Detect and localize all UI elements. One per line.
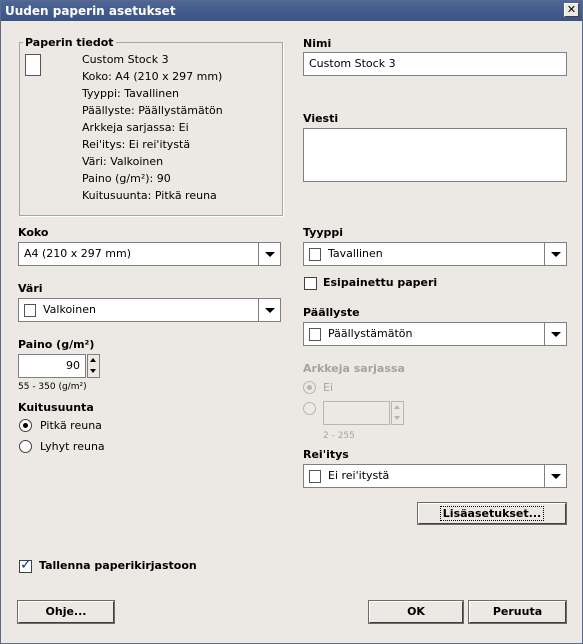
- paper-info-line: Väri: Valkoinen: [82, 155, 164, 168]
- color-dropdown[interactable]: [18, 298, 281, 322]
- sets-label: Arkkeja sarjassa: [303, 362, 405, 375]
- sets-count-input[interactable]: [323, 401, 390, 425]
- color-swatch-icon: [24, 304, 36, 317]
- color-label: Väri: [18, 282, 43, 295]
- punch-value: Ei rei'itystä: [328, 469, 390, 482]
- paper-info-line: Custom Stock 3: [82, 53, 169, 66]
- paper-info-line: Paino (g/m²): 90: [82, 172, 171, 185]
- preprinted-checkbox[interactable]: [304, 277, 317, 290]
- punch-dropdown[interactable]: [303, 464, 567, 488]
- chevron-down-icon[interactable]: [544, 243, 566, 265]
- coating-label: Päällyste: [303, 306, 360, 319]
- spin-up-icon[interactable]: [392, 402, 403, 413]
- paper-info-line: Rei'itys: Ei rei'itystä: [82, 138, 191, 151]
- weight-range: 55 - 350 (g/m²): [18, 382, 87, 392]
- window-title: Uuden paperin asetukset: [5, 4, 176, 18]
- sets-count-radio[interactable]: [303, 402, 316, 415]
- ok-button[interactable]: OK: [369, 601, 463, 623]
- size-label: Koko: [18, 226, 49, 239]
- color-value: Valkoinen: [43, 303, 96, 316]
- title-bar: [1, 1, 582, 21]
- grain-long-radio[interactable]: [19, 419, 32, 432]
- size-dropdown[interactable]: [18, 242, 281, 266]
- chevron-down-icon[interactable]: [258, 299, 280, 321]
- weight-input[interactable]: 90: [18, 354, 86, 378]
- punch-label: Rei'itys: [303, 448, 349, 461]
- coating-swatch-icon: [309, 328, 321, 341]
- paper-info-line: Kuitusuunta: Pitkä reuna: [82, 189, 217, 202]
- paper-info-line: Arkkeja sarjassa: Ei: [82, 121, 189, 134]
- name-input[interactable]: Custom Stock 3: [303, 52, 567, 76]
- checkmark-icon: ✓: [20, 557, 32, 573]
- sets-range: 2 - 255: [323, 431, 355, 441]
- save-library-checkbox[interactable]: [19, 557, 32, 573]
- type-value: Tavallinen: [328, 247, 383, 260]
- spin-down-icon[interactable]: [88, 366, 99, 377]
- paper-info-line: Tyyppi: Tavallinen: [82, 87, 180, 100]
- sets-spinner[interactable]: [391, 401, 404, 425]
- spin-up-icon[interactable]: [88, 355, 99, 366]
- grain-short-radio[interactable]: [19, 440, 32, 453]
- grain-short-label: Lyhyt reuna: [40, 440, 105, 453]
- help-button[interactable]: Ohje...: [18, 601, 114, 623]
- advanced-settings-label: Lisäasetukset...: [440, 506, 544, 521]
- type-label: Tyyppi: [303, 226, 344, 239]
- coating-dropdown[interactable]: [303, 322, 567, 346]
- coating-value: Päällystämätön: [328, 327, 413, 340]
- grain-long-label: Pitkä reuna: [40, 419, 102, 432]
- paper-document-icon: [25, 54, 41, 76]
- chevron-down-icon[interactable]: [544, 465, 566, 487]
- close-icon: ✕: [566, 3, 577, 16]
- paper-info-title: Paperin tiedot: [25, 36, 114, 49]
- spin-down-icon[interactable]: [392, 413, 403, 424]
- message-textarea[interactable]: [303, 128, 567, 182]
- save-library-label: Tallenna paperikirjastoon: [39, 559, 197, 572]
- sets-no-radio[interactable]: [303, 381, 316, 394]
- grain-label: Kuitusuunta: [18, 401, 94, 414]
- name-label: Nimi: [303, 37, 332, 50]
- preprinted-label: Esipainettu paperi: [323, 276, 438, 289]
- chevron-down-icon[interactable]: [544, 323, 566, 345]
- cancel-button[interactable]: Peruuta: [469, 601, 566, 623]
- paper-info-line: Päällyste: Päällystämätön: [82, 104, 223, 117]
- sets-no-label: Ei: [323, 381, 334, 394]
- close-button[interactable]: [564, 3, 579, 17]
- type-dropdown[interactable]: [303, 242, 567, 266]
- chevron-down-icon[interactable]: [258, 243, 280, 265]
- weight-label: Paino (g/m²): [18, 338, 95, 351]
- punch-swatch-icon: [309, 470, 321, 483]
- weight-spinner[interactable]: [87, 354, 100, 378]
- paper-info-line: Koko: A4 (210 x 297 mm): [82, 70, 223, 83]
- type-swatch-icon: [309, 248, 321, 261]
- message-label: Viesti: [303, 112, 339, 125]
- size-value: A4 (210 x 297 mm): [24, 247, 132, 260]
- advanced-settings-button[interactable]: [418, 503, 566, 524]
